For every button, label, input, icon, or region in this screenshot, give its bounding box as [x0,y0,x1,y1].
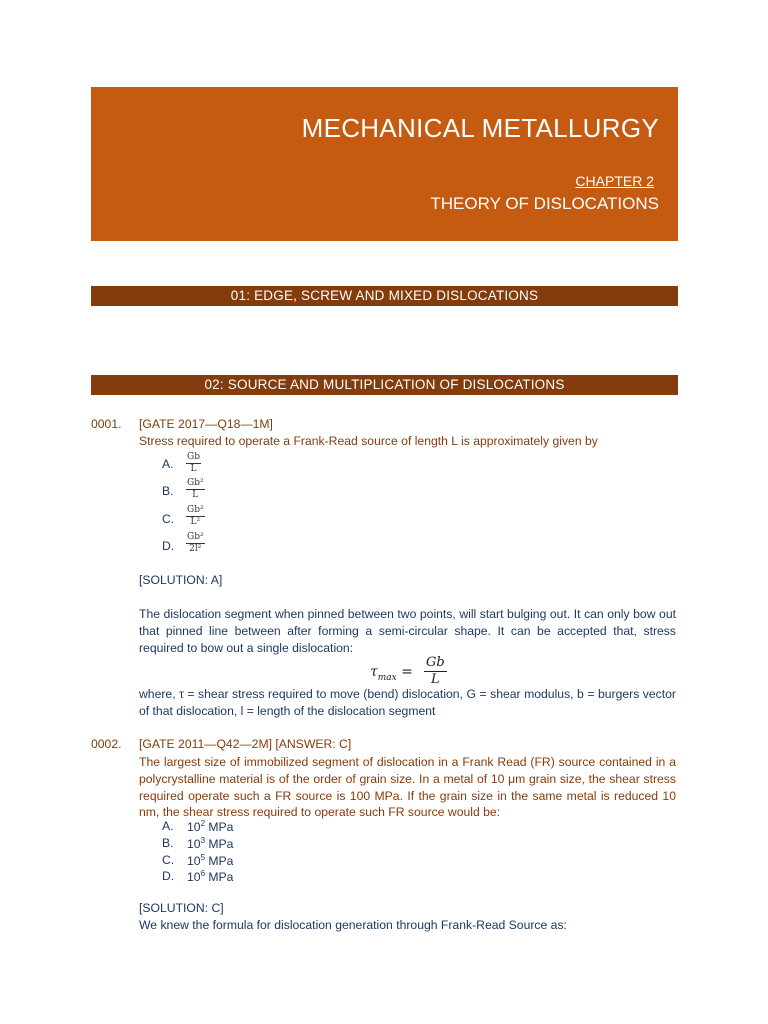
question-number: 0002. [91,737,122,751]
option-fraction: $\frac{\text{Gb²}}{\text{2l²}}$ [187,532,204,554]
option-fraction: $\frac{Gb}{L}$ [187,452,200,474]
option-label: D. [162,539,175,553]
chapter-title: THEORY OF DISLOCATIONS [430,194,659,213]
solution-label: [SOLUTION: C] [139,901,224,915]
question-tag: [GATE 2011—Q42—2M] [ANSWER: C] [139,737,352,751]
question-stem: Stress required to operate a Frank-Read source of length L is approximately given by [139,434,598,448]
question-stem: The largest size of immobilized segment of dislocation in a Frank Read (FR) source contained in a polycrystalline material is of the order of grain size. In a metal of 10 μm grain size, the shear stress required operate such a FR source is 100 MPa. If the grain size in the same metal is reduced 10 nm, the shear stress required to operate such FR source would be: [139,755,676,820]
question-tag: [GATE 2017—Q18—1M] [139,417,273,431]
option-fraction: $\frac{\text{Gb²}}{L}$ [187,478,204,500]
option-label: B. [162,484,174,498]
option-label: A. [162,457,174,471]
section-heading-01: 01: EDGE, SCREW AND MIXED DISLOCATIONS [91,286,678,306]
solution-text: We knew the formula for dislocation generation through Frank-Read Source as: [139,918,567,932]
section-heading-02: 02: SOURCE AND MULTIPLICATION OF DISLOCATIONS [91,375,678,395]
solution-label: [SOLUTION: A] [139,573,223,587]
chapter-header [91,87,678,241]
variable-definitions: where, τ = shear stress required to move (bend) dislocation, G = shear modulus, b = burgers vector of that dislocation, l = length of the dislocation segment [139,687,676,718]
chapter-number: CHAPTER 2 [575,173,654,189]
question-number: 0001. [91,417,122,431]
document-page: MECHANICAL METALLURGY CHAPTER 2 THEORY OF DISLOCATIONS 01: EDGE, SCREW AND MIXED DISLOCATIONS 02: SOURCE AND MULTIPLICATION OF DISLOCATIONS 0001. [GATE 2017—Q18—1M] Stress required to operate a Frank-Read source of length L is approximately given by A. $\frac{Gb}{L}$ B. $\frac{\text{Gb²}}{L}$ C. $\frac{\text{Gb²}}{\text{L²}}$ D. $\frac{\text{Gb²}}{\text{2l²}}$ [SOLUTION: A] The dislocation segment when pinned between two points, will start bulging out. It can only bow out that pinned line between after forming a semi-circular shape. It can be accepted that, stress required to bow out a single dislocation: $\tau_{max}$ = Gb L where, τ = shear stress required to move (bend) dislocation, G = shear modulus, b = burgers vector of that dislocation, l = length of the dislocation segment 0002. [GATE 2011—Q42—2M] [ANSWER: C] The largest size of immobilized segment of dislocation in a Frank Read (FR) source contained in a polycrystalline material is of the order of grain size. In a metal of 10 μm grain size, the shear stress required operate such a FR source is 100 MPa. If the grain size in the same metal is reduced 10 nm, the shear stress required to operate such FR source would be: A. $10^2$ MPa B. $10^3$ MPa C. $10^5$ MPa D. $10^6$ MPa [SOLUTION: C] We knew the formula for dislocation generation through Frank-Read Source as: [0,0,768,1024]
solution-text: The dislocation segment when pinned between two points, will start bulging out. It can only bow out that pinned line between after forming a semi-circular shape. It can be accepted that, stress required to bow out a single dislocation: [139,607,676,655]
book-title: MECHANICAL METALLURGY [301,113,659,143]
option-label: C. [162,512,175,526]
option-fraction: $\frac{\text{Gb²}}{\text{L²}}$ [187,505,204,527]
